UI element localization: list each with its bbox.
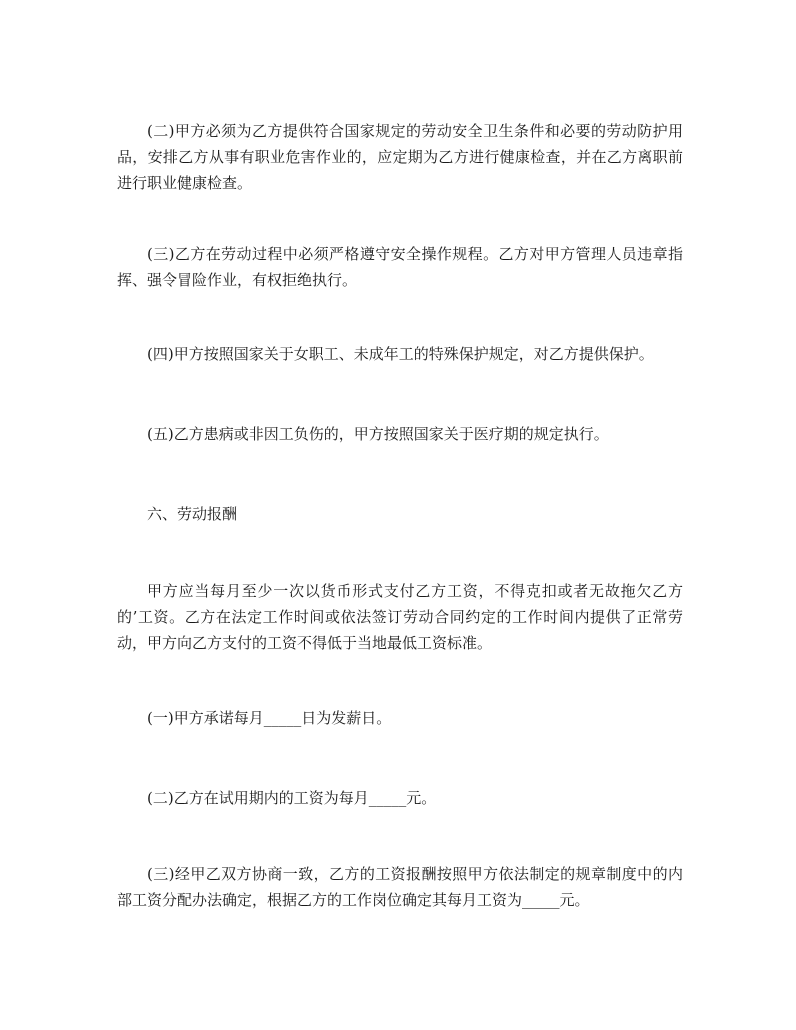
paragraph-special-protection: (四)甲方按照国家关于女职工、未成年工的特殊保护规定，对乙方提供保护。 <box>147 345 654 363</box>
paragraph-safety-rules: (三)乙方在劳动过程中必须严格遵守安全操作规程。乙方对甲方管理人员违章指挥、强令冒险作业，有权拒绝执行。 <box>117 245 683 289</box>
paragraph-payday: (一)甲方承诺每月_____日为发薪日。 <box>147 709 392 727</box>
paragraph-medical-period: (五)乙方患病或非因工负伤的，甲方按照国家关于医疗期的规定执行。 <box>147 425 609 443</box>
paragraph-monthly-wage: (三)经甲乙双方协商一致，乙方的工资报酬按照甲方依法制定的规章制度中的内部工资分配办法确定，根据乙方的工作岗位确定其每月工资为_____元。 <box>117 865 683 909</box>
paragraph-safety-conditions: (二)甲方必须为乙方提供符合国家规定的劳动安全卫生条件和必要的劳动防护用品，安排乙方从事有职业危害作业的，应定期为乙方进行健康检查，并在乙方离职前进行职业健康检查。 <box>117 122 683 192</box>
paragraph-wage-payment: 甲方应当每月至少一次以货币形式支付乙方工资，不得克扣或者无故拖欠乙方的’工资。乙方在法定工作时间或依法签订劳动合同约定的工作时间内提供了正常劳动，甲方向乙方支付的工资不得低于当地最低工资标准。 <box>117 582 683 652</box>
paragraph-probation-wage: (二)乙方在试用期内的工资为每月_____元。 <box>147 789 437 807</box>
section-heading-remuneration: 六、劳动报酬 <box>147 505 238 523</box>
